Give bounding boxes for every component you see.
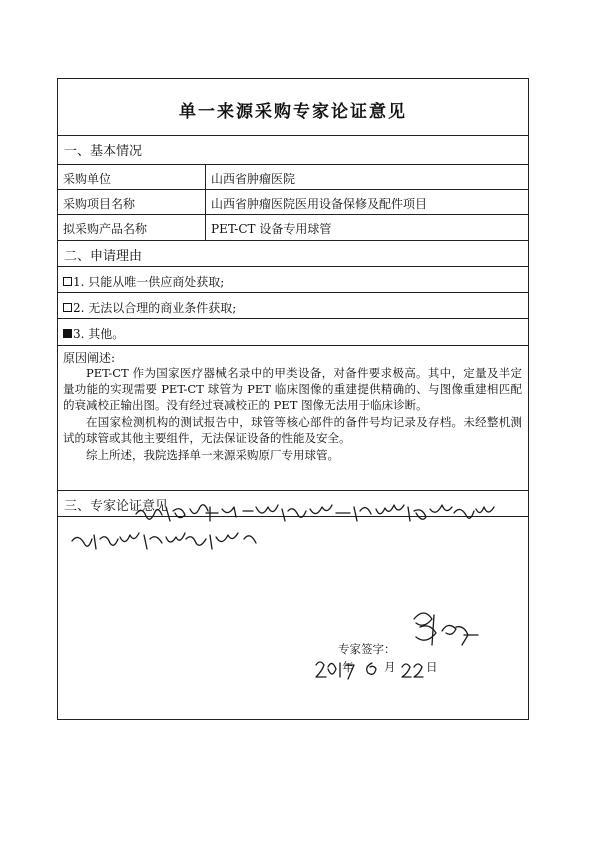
checkbox-option-1[interactable] bbox=[63, 277, 72, 286]
reason-option-2 bbox=[58, 293, 528, 319]
reason-paragraph-1: PET-CT 作为国家医疗器械名录中的甲类设备，对备件要求极高。其中，定量及半定量功能的实现需要 PET-CT 球管为 PET 临床图像的重建提供精确的、与图像重建相匹配的衰减校正输出图。没有经过衰减校正的 PET 图像无法用于临床诊断。 bbox=[63, 366, 522, 412]
date-day-suffix: 日 bbox=[426, 660, 438, 674]
info-value-project-name: 山西省肿瘤医院医用设备保修及配件项目 bbox=[211, 197, 428, 211]
option-1-label: 1. 只能从唯一供应商处获取; bbox=[73, 275, 225, 289]
column-divider bbox=[205, 190, 206, 214]
date-day-handwriting bbox=[402, 664, 423, 677]
info-label-purchaser: 采购单位 bbox=[63, 172, 112, 186]
column-divider bbox=[205, 215, 206, 240]
info-value-purchaser: 山西省肿瘤医院 bbox=[211, 172, 296, 186]
checkbox-option-3-checked[interactable] bbox=[63, 329, 72, 338]
reason-option-1 bbox=[58, 267, 528, 293]
expert-signature-label: 专家签字： bbox=[338, 642, 396, 656]
info-row-product-name bbox=[58, 215, 528, 241]
date-year-suffix: 年 bbox=[342, 660, 354, 674]
section-heading-expert-opinion: 三、专家论证意见 bbox=[64, 499, 169, 514]
reason-heading: 原因阐述: bbox=[63, 351, 116, 365]
reason-paragraph-2: 在国家检测机构的测试报告中，球管等核心部件的备件号均记录及存档。未经整机测试的球管或其他主要组件，无法保证设备的性能及安全。 bbox=[63, 415, 522, 445]
reason-explanation bbox=[58, 346, 528, 491]
checkbox-option-2[interactable] bbox=[63, 303, 72, 312]
section-reasons-header bbox=[58, 241, 528, 267]
info-value-product-name: PET-CT 设备专用球管 bbox=[211, 222, 332, 236]
column-divider bbox=[205, 165, 206, 189]
signature-stroke bbox=[442, 625, 478, 645]
date-month-handwriting bbox=[367, 663, 376, 674]
handwriting-stroke bbox=[72, 535, 118, 549]
section-heading-basic-info: 一、基本情况 bbox=[64, 144, 143, 159]
title-row bbox=[58, 79, 528, 136]
info-label-project-name: 采购项目名称 bbox=[63, 197, 136, 211]
handwriting-stroke bbox=[120, 533, 185, 549]
document-title: 单一来源采购专家论证意见 bbox=[179, 102, 407, 122]
reason-paragraph-3: 综上所述，我院选择单一来源采购原厂专用球管。 bbox=[86, 448, 339, 462]
option-2-label: 2. 无法以合理的商业条件获取; bbox=[73, 301, 237, 315]
reason-option-3 bbox=[58, 319, 528, 346]
handwriting-stroke bbox=[186, 533, 256, 549]
info-row-project-name bbox=[58, 190, 528, 215]
section-expert-opinion-header bbox=[58, 491, 528, 517]
section-basic-info-header bbox=[58, 136, 528, 165]
form-table bbox=[57, 78, 529, 720]
info-label-product-name: 拟采购产品名称 bbox=[63, 222, 148, 236]
signature-stroke bbox=[414, 613, 436, 645]
option-3-label: 3. 其他。 bbox=[73, 327, 125, 341]
info-row-purchaser bbox=[58, 165, 528, 190]
section-heading-reasons: 二、申请理由 bbox=[64, 249, 143, 264]
date-month-suffix: 月 bbox=[384, 660, 396, 674]
